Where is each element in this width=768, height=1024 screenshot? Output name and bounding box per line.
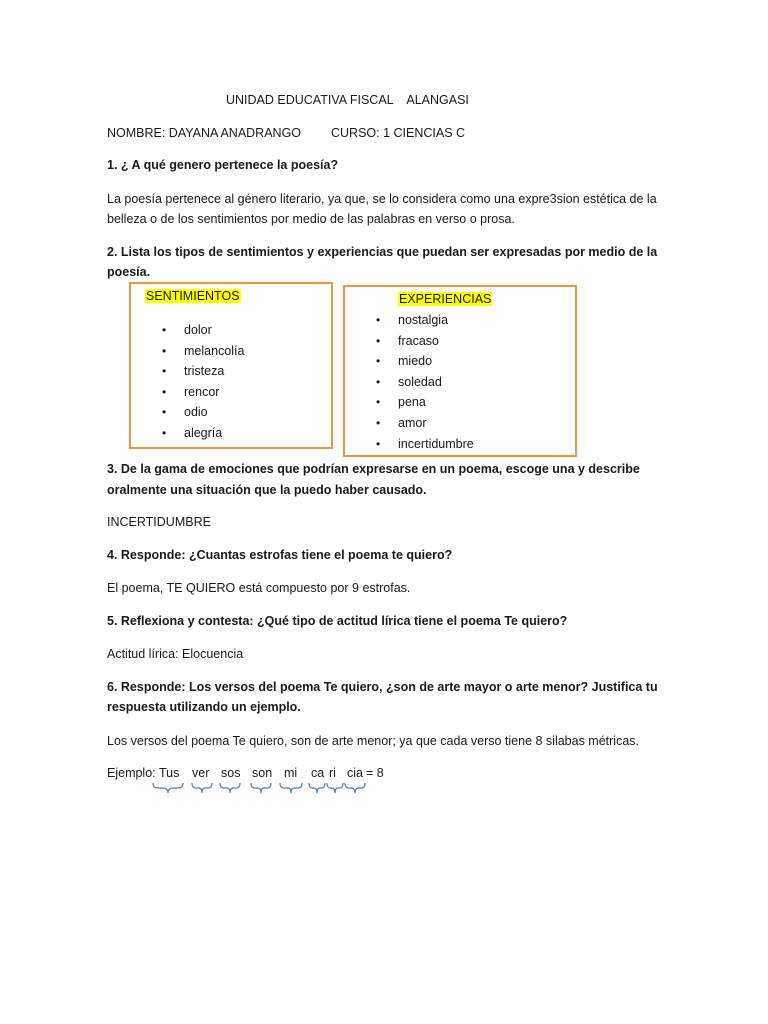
sentimientos-box [129, 282, 333, 449]
bullet-icon: • [376, 436, 381, 451]
experiencias-item [376, 413, 474, 434]
bullet-icon: • [162, 405, 167, 420]
syllable: ca [311, 766, 325, 780]
sentimientos-item-label: alegría [184, 425, 223, 440]
student-name: NOMBRE: DAYANA ANADRANGO [107, 126, 302, 140]
bullet-icon: • [162, 364, 167, 379]
experiencias-item [376, 434, 474, 455]
sentimientos-item [162, 382, 244, 403]
syllable: sos [221, 766, 241, 780]
school-title: UNIDAD EDUCATIVA FISCAL ALANGASI [226, 93, 469, 107]
answer-5: Actitud lírica: Elocuencia [107, 647, 244, 661]
syllable: son [252, 766, 273, 780]
sentimientos-item-label: odio [184, 405, 208, 420]
course-label: CURSO: 1 CIENCIAS C [331, 126, 466, 140]
experiencias-title-text: EXPERIENCIAS [399, 292, 492, 306]
brace [192, 783, 212, 793]
syllable: Tus [159, 766, 180, 780]
answer-3: INCERTIDUMBRE [107, 515, 211, 529]
experiencias-list [376, 310, 474, 454]
sentimientos-list [162, 320, 245, 444]
syllable: ri [329, 766, 336, 780]
sentimientos-item-label: rencor [184, 384, 220, 399]
experiencias-item-label: miedo [398, 354, 433, 369]
answer-4: El poema, TE QUIERO está compuesto por 9 estrofas. [107, 581, 411, 595]
bullet-icon: • [376, 415, 381, 430]
brace [280, 783, 302, 793]
sentimientos-item [162, 320, 244, 341]
bullet-icon: • [162, 343, 167, 358]
bullet-icon: • [376, 395, 381, 410]
sentimientos-item-label: melancolía [184, 343, 245, 358]
question-3-line-1: 3. De la gama de emociones que podrían expresarse en un poema, escoge una y describe [107, 462, 640, 476]
brace [220, 783, 240, 793]
question-4: 4. Responde: ¿Cuantas estrofas tiene el poema te quiero? [107, 548, 453, 562]
experiencias-box [343, 285, 577, 457]
bullet-icon: • [162, 425, 167, 440]
bullet-icon: • [376, 374, 381, 389]
sentimientos-item [162, 341, 245, 362]
bullet-icon: • [376, 313, 381, 327]
experiencias-item-label: fracaso [398, 333, 439, 348]
example-label: Ejemplo: [107, 766, 156, 780]
experiencias-item-label: pena [398, 395, 426, 410]
bullet-icon: • [376, 333, 381, 348]
brace [309, 783, 325, 793]
sentimientos-item [162, 402, 244, 423]
sentimientos-item [162, 361, 244, 382]
question-3-line-2: oralmente una situación que la puedo haber causado. [107, 483, 427, 497]
sentimientos-title-text: SENTIMIENTOS [146, 289, 240, 303]
experiencias-item [376, 392, 474, 413]
answer-6: Los versos del poema Te quiero, son de arte menor; ya que cada verso tiene 8 silabas métricas. [107, 734, 640, 748]
question-1: 1. ¿ A qué genero pertenece la poesía? [107, 158, 339, 172]
bullet-icon: • [162, 384, 167, 399]
brace [327, 783, 343, 793]
syllable: mi [284, 766, 298, 780]
brace [251, 783, 271, 793]
bullet-icon: • [162, 323, 167, 337]
question-2-line-2: poesía. [107, 265, 151, 279]
sentimientos-item [162, 423, 244, 444]
sentimientos-title [145, 289, 241, 303]
experiencias-item-label: soledad [398, 374, 442, 389]
experiencias-item [376, 372, 474, 393]
experiencias-item [376, 331, 474, 352]
brace [153, 783, 183, 793]
experiencias-title [398, 292, 492, 306]
syllable: ver [192, 766, 210, 780]
answer-1-line-2: belleza o de los sentimientos por medio de las palabras en verso o prosa. [107, 212, 515, 226]
question-5: 5. Reflexiona y contesta: ¿Qué tipo de actitud lírica tiene el poema Te quiero? [107, 614, 568, 628]
syllable-count: = 8 [366, 766, 384, 780]
question-6-line-1: 6. Responde: Los versos del poema Te quiero, ¿son de arte mayor o arte menor? Justifica tu [107, 680, 658, 694]
question-6-line-2: respuesta utilizando un ejemplo. [107, 700, 301, 714]
experiencias-item [376, 310, 474, 331]
syllable: cia [347, 766, 363, 780]
experiencias-item [376, 351, 474, 372]
answer-1-line-1: La poesía pertenece al género literario, ya que, se lo considera como una expre3sion estética de la [107, 192, 657, 206]
experiencias-item-label: nostalgia [398, 313, 449, 327]
question-2-line-1: 2. Lista los tipos de sentimientos y experiencias que puedan ser expresadas por medio de la [107, 245, 658, 259]
experiencias-item-label: amor [398, 415, 427, 430]
brace [345, 783, 365, 793]
sentimientos-item-label: tristeza [184, 364, 225, 379]
bullet-icon: • [376, 354, 381, 369]
experiencias-item-label: incertidumbre [398, 436, 474, 451]
sentimientos-item-label: dolor [184, 323, 212, 337]
